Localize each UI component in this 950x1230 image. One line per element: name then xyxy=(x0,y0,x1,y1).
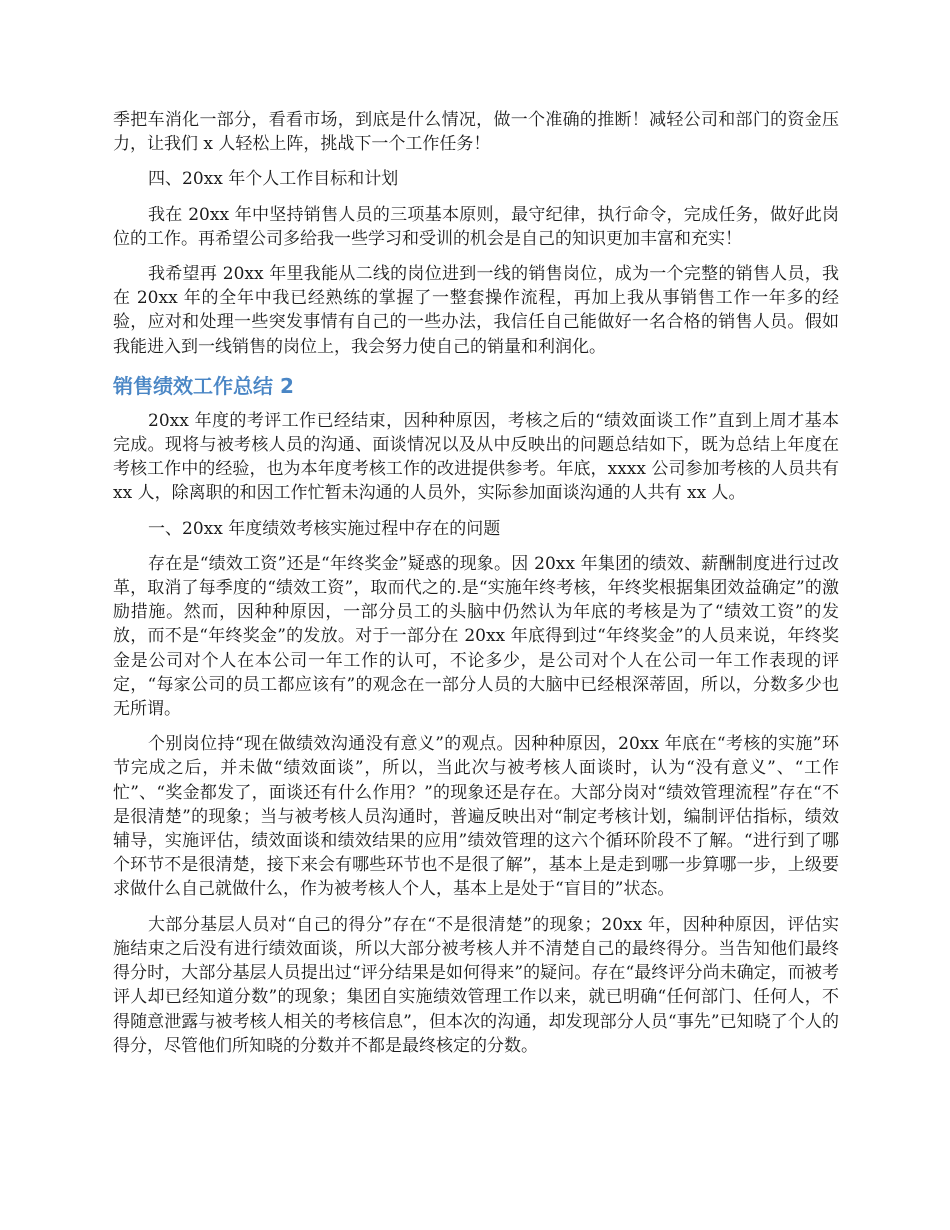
paragraph: 20xx 年度的考评工作已经结束，因种种原因，考核之后的“绩效面谈工作”直到上周才基本完成。现将与被考核人员的沟通、面谈情况以及从中反映出的问题总结如下，既为总结上年度在考核工作中的经验，也为本年度考核工作的改进提供参考。年底，xxxx 公司参加考核的人员共有 xx 人，除离职的和因工作忙暂未沟通的人员外，实际参加面谈沟通的人共有 xx 人。 xyxy=(113,410,839,504)
article-heading: 销售绩效工作总结 2 xyxy=(113,373,294,398)
paragraph: 我希望再 20xx 年里我能从二线的岗位进到一线的销售岗位，成为一个完整的销售人员，我在 20xx 年的全年中我已经熟练的掌握了一整套操作流程，再加上我从事销售工作一年多的经验，应对和处理一些突发事情有自己的一些办法，我信任自己能做好一名合格的销售人员。假如我能进入到一线销售的岗位上，我会努力使自己的销量和利润化。 xyxy=(113,264,839,357)
paragraph-continuation: 季把车消化一部分，看看市场，到底是什么情况，做一个准确的推断！减轻公司和部门的资金压力，让我们 x 人轻松上阵，挑战下一个工作任务！ xyxy=(113,110,839,155)
paragraph: 我在 20xx 年中坚持销售人员的三项基本原则，最守纪律，执行命令，完成任务，做好此岗位的工作。再希望公司多给我一些学习和受训的机会是自己的知识更加丰富和充实！ xyxy=(113,204,839,249)
paragraph: 存在是“绩效工资”还是“年终奖金”疑惑的现象。因 20xx 年集团的绩效、薪酬制度进行过改革，取消了每季度的“绩效工资”，取而代之的.是“实施年终考核，年终奖根据集团效益确定”的激励措施。然而，因种种原因，一部分员工的头脑中仍然认为年底的考核是为了“绩效工资”的发放，而不是“年终奖金”的发放。对于一部分在 20xx 年底得到过“年终奖金”的人员来说，年终奖金是公司对个人在本公司一年工作的认可，不论多少，是公司对个人在公司一年工作表现的评定，“每家公司的员工都应该有”的观念在一部分人员的大脑中已经根深蒂固，所以，分数多少也无所谓。 xyxy=(113,553,839,720)
paragraph: 大部分基层人员对“自己的得分”存在“不是很清楚”的现象；20xx 年，因种种原因，评估实施结束之后没有进行绩效面谈，所以大部分被考核人并不清楚自己的最终得分。当告知他们最终得分时，大部分基层人员提出过“评分结果是如何得来”的疑问。存在“最终评分尚未确定，而被考评人却已经知道分数”的现象；集团自实施绩效管理工作以来，就已明确“任何部门、任何人，不得随意泄露与被考核人相关的考核信息”，但本次的沟通，却发现部分人员“事先”已知晓了个人的得分，尽管他们所知晓的分数并不都是最终核定的分数。 xyxy=(113,914,839,1056)
paragraph: 个别岗位持“现在做绩效沟通没有意义”的观点。因种种原因，20xx 年底在“考核的实施”环节完成之后，并未做“绩效面谈”，所以，当此次与被考核人面谈时，认为“没有意义”、“工作忙”、“奖金都发了，面谈还有什么作用？”的现象还是存在。大部分岗对“绩效管理流程”存在“不是很清楚”的现象；当与被考核人员沟通时，普遍反映出对“制定考核计划，编制评估指标，绩效辅导，实施评估，绩效面谈和绩效结果的应用”绩效管理的这六个循环阶段不了解。“进行到了哪个环节不是很清楚，接下来会有哪些环节也不是很了解”，基本上是走到哪一步算哪一步，上级要求做什么自己就做什么，作为被考核人个人，基本上是处于“盲目的”状态。 xyxy=(113,734,839,900)
section-title-goals: 四、20xx 年个人工作目标和计划 xyxy=(148,169,399,190)
document-page xyxy=(113,108,839,1069)
section-title-problems: 一、20xx 年度绩效考核实施过程中存在的问题 xyxy=(148,518,501,539)
